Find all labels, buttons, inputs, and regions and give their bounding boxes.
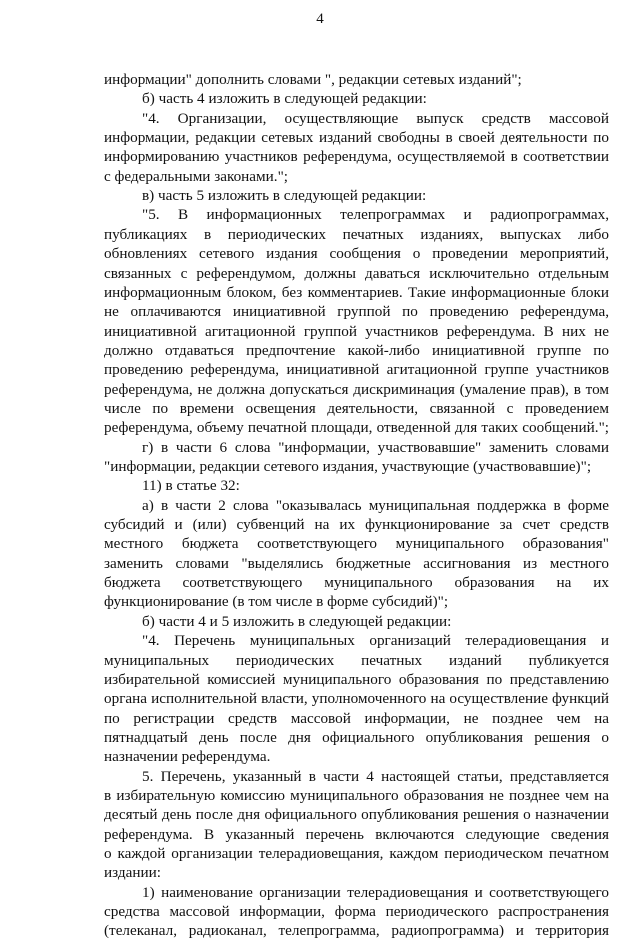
- text-line: б) часть 4 изложить в следующей редакции:: [142, 90, 427, 108]
- text-line: "4. Перечень муниципальных организаций телерадиовещания и: [142, 632, 609, 650]
- text-line: референдума. В указанный перечень включаются следующие сведения: [104, 825, 609, 843]
- text-line: о каждой организации телерадиовещания, каждом периодическом печатном: [104, 845, 609, 862]
- text-line: местного бюджета соответствующего муниципального образования": [104, 535, 609, 553]
- text-line: референдума, не должна допускаться дискриминация (умаление прав), в том: [104, 380, 609, 398]
- text-line: 1) наименование организации телерадиовещания и соответствующего: [142, 883, 609, 901]
- text-line: в) часть 5 изложить в следующей редакции:: [142, 187, 427, 205]
- text-line: 11) в статье 32:: [142, 477, 240, 495]
- text-line: не оплачиваются инициативной группой по проведению референдума,: [104, 303, 609, 321]
- text-line: избирательной комиссией муниципального образования по представлению: [104, 670, 609, 688]
- text-line: должно отдаваться предпочтение какой-либо инициативной группе по: [104, 341, 609, 359]
- text-line: "5. В информационных телепрограммах и радиопрограммах,: [142, 206, 609, 224]
- text-line: обновлениях сетевого издания сообщения о проведении мероприятий,: [104, 245, 609, 263]
- text-line: (телеканал, радиоканал, телепрограмма, радиопрограмма) и территория: [104, 922, 609, 940]
- text-line: функционирование (в том числе в форме субсидий)";: [104, 593, 449, 611]
- text-line: "информации, редакции сетевого издания, участвующие (участвовавшие)";: [104, 458, 592, 475]
- text-line: субсидий и (или) субвенций на их функционирование за счет средств: [104, 516, 609, 534]
- text-line: информации, редакции сетевых изданий свободны в своей деятельности по: [104, 129, 609, 147]
- text-line: проведению референдума, инициативной агитационной группе участников: [104, 361, 609, 379]
- text-line: по регистрации средств массовой информации, не позднее чем на: [104, 709, 609, 727]
- text-line: связанных с референдумом, должны даваться исключительно отдельным: [104, 264, 609, 282]
- page-number: 4: [316, 11, 324, 27]
- text-line: муниципальных периодических печатных изданий публикуется: [104, 651, 609, 669]
- text-line: инициативной агитационной группой участников референдума. В них не: [104, 322, 609, 340]
- text-line: г) в части 6 слова "информации, участвовавшие" заменить словами: [142, 438, 609, 456]
- text-line: информационным блоком, без комментариев. Такие информационные блоки: [104, 283, 609, 301]
- text-line: в избирательную комиссию муниципального образования не позднее чем на: [104, 786, 609, 804]
- text-line: референдума, объему печатной площади, отведенной для таких сообщений.";: [104, 419, 609, 437]
- text-line: пятнадцатый день после дня официального опубликования решения о: [104, 728, 609, 746]
- text-line: органа исполнительной власти, уполномоченного на осуществление функций: [104, 690, 609, 708]
- text-line: бюджета соответствующего муниципального образования на их: [104, 574, 609, 592]
- text-line: заменить словами "выделялись бюджетные ассигнования из местного: [104, 554, 609, 572]
- text-line: а) в части 2 слова "оказывалась муниципальная поддержка в форме: [142, 496, 609, 514]
- text-line: назначении референдума.: [104, 748, 271, 766]
- text-line: б) части 4 и 5 изложить в следующей редакции:: [142, 612, 452, 630]
- text-line: публикациях в периодических печатных изданиях, выпусках либо: [104, 225, 609, 243]
- text-line: "4. Организации, осуществляющие выпуск средств массовой: [142, 109, 609, 127]
- text-line: с федеральными законами.";: [104, 167, 288, 185]
- text-line: 5. Перечень, указанный в части 4 настоящей статьи, представляется: [142, 767, 609, 785]
- text-line: издании:: [104, 864, 161, 882]
- text-line: информированию участников референдума, осуществляемой в соответствии: [104, 148, 609, 166]
- text-line: числе по времени освещения деятельности, связанной с проведением: [104, 399, 609, 417]
- text-line: информации" дополнить словами ", редакции сетевых изданий";: [104, 71, 522, 88]
- text-line: десятый день после дня официального опубликования решения о назначении: [104, 806, 609, 824]
- text-line: средства массовой информации, форма периодического распространения: [104, 903, 609, 921]
